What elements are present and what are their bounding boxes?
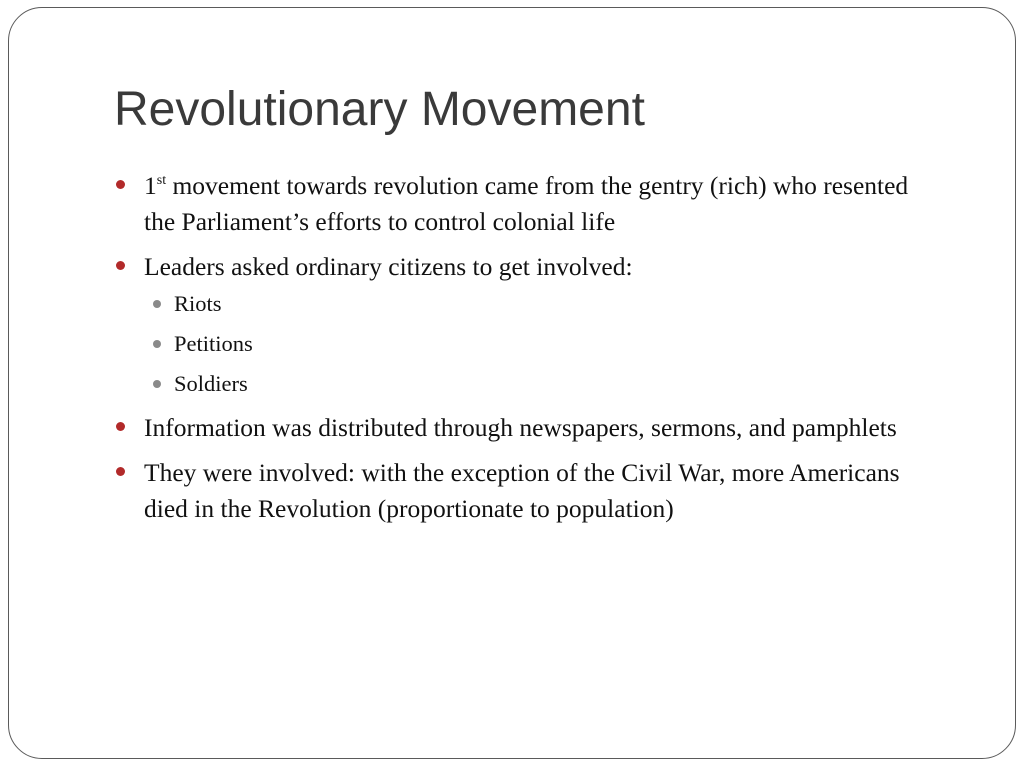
bullet-item: [114, 410, 944, 446]
sub-bullet-item: [144, 287, 944, 321]
bullet-ordinal-suffix: st: [156, 172, 167, 188]
red-dot-icon: [116, 422, 125, 431]
bullet-item: [114, 455, 944, 527]
bullet-text: Leaders asked ordinary citizens to get involved:: [144, 252, 633, 281]
bullet-item: [114, 249, 944, 401]
bullet-ordinal: 1: [144, 171, 157, 200]
sub-bullet-text: Petitions: [174, 331, 253, 356]
bullet-text: movement towards revolution came from the gentry (rich) who resented the Parliament’s efforts to control colonial life: [144, 171, 909, 236]
sub-bullet-text: Riots: [174, 291, 222, 316]
sub-bullet-item: [144, 367, 944, 401]
sub-bullet-item: [144, 327, 944, 361]
bullet-item: [114, 168, 944, 240]
slide-title: Revolutionary Movement: [114, 83, 645, 136]
bullet-text: They were involved: with the exception of the Civil War, more Americans died in the Revolution (proportionate to population): [144, 458, 900, 523]
gray-dot-icon: [153, 300, 161, 308]
sub-bullet-list: [144, 287, 944, 401]
bullet-text: Information was distributed through newspapers, sermons, and pamphlets: [144, 413, 897, 442]
red-dot-icon: [116, 261, 125, 270]
bullet-list: [114, 168, 944, 536]
gray-dot-icon: [153, 340, 161, 348]
sub-bullet-text: Soldiers: [174, 371, 248, 396]
red-dot-icon: [116, 180, 125, 189]
gray-dot-icon: [153, 380, 161, 388]
red-dot-icon: [116, 467, 125, 476]
